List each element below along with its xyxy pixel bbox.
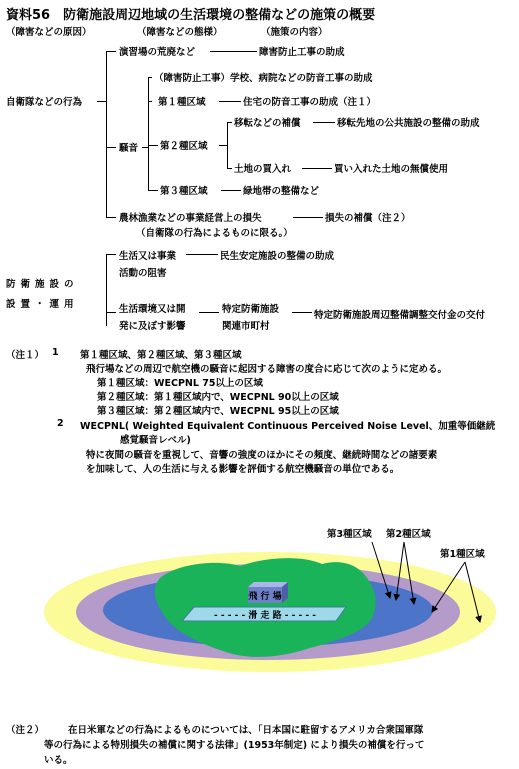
connector bbox=[97, 101, 106, 102]
node-tochi: 土地の買入れ bbox=[234, 164, 292, 175]
node-nourin-measure: 損失の補償（注２） bbox=[325, 213, 411, 224]
node2-tokutei1: 特定防衛施設 bbox=[222, 304, 280, 315]
connector bbox=[227, 122, 228, 168]
connector bbox=[148, 77, 149, 190]
airfield-label: 飛 行 場 bbox=[248, 592, 282, 602]
node2-root-line1: 防衛施設の bbox=[6, 279, 79, 290]
node-zone1-measure: 住宅の防音工事の助成（注１） bbox=[243, 97, 377, 108]
connector bbox=[199, 312, 219, 313]
note2-head2: 感覚騒音レベル) bbox=[120, 435, 191, 446]
note2-head: WECPNL( Weighted Equivalent Continuous Perceived Noise Level、加重等価継続 bbox=[80, 421, 496, 432]
note2-body1: 特に夜間の騒音を重視して、音響の強度のほかにその頻度、継続時間などの諸要素 bbox=[86, 450, 438, 461]
node-enshujo: 演習場の荒廃など bbox=[119, 47, 196, 58]
connector bbox=[148, 190, 158, 191]
note1-zone3: 第３種区域：第２種区域内で、WECPNL 95以上の区域 bbox=[97, 406, 339, 417]
connector bbox=[106, 312, 116, 313]
header-content: （施策の内容） bbox=[261, 27, 328, 38]
runway-label: - - - - - 滑 走 路 - - - - - bbox=[214, 611, 316, 621]
page-title: 資料56 防衛施設周辺地域の生活環境の整備などの施策の概要 bbox=[6, 8, 376, 23]
note1-num: 1 bbox=[52, 347, 59, 358]
footer-line1: 在日米軍などの行為によるものについては、「日本国に駐留するアメリカ合衆国軍隊 bbox=[68, 725, 424, 736]
node-nourin: 農林漁業などの事業経営上の損失 bbox=[119, 213, 262, 224]
node2-tokutei2: 関連市町村 bbox=[222, 321, 270, 332]
connector bbox=[227, 122, 232, 123]
node-zone2: 第２種区域 bbox=[160, 141, 208, 152]
node2-kankyo2: 発に及ぼす影響 bbox=[119, 321, 186, 332]
header-cause: （障害などの原因） bbox=[6, 27, 92, 38]
note1-zone2: 第２種区域：第１種区域内で、WECPNL 90以上の区域 bbox=[97, 392, 339, 403]
header-form: （障害などの態様） bbox=[137, 27, 223, 38]
zone3-label: 第3種区域 bbox=[327, 529, 372, 540]
connector bbox=[219, 101, 241, 102]
footer-label: （注２） bbox=[6, 725, 45, 736]
node-root: 自衛隊などの行為 bbox=[6, 97, 83, 108]
note1-body: 飛行場などの周辺で航空機の騒音に起因する障害の度合に応じて次のように定める。 bbox=[86, 364, 448, 375]
connector bbox=[219, 145, 227, 146]
node-soon: 騒音 bbox=[119, 143, 139, 154]
note2-body2: を加味して、人の生活に与える影響を評価する航空機騒音の単位である。 bbox=[86, 464, 400, 475]
node-enshujo-measure: 障害防止工事の助成 bbox=[259, 47, 345, 58]
connector bbox=[106, 51, 107, 217]
note1-label: （注１） bbox=[6, 350, 45, 361]
connector bbox=[106, 254, 107, 326]
note2-num: 2 bbox=[57, 418, 64, 429]
connector bbox=[148, 77, 152, 78]
zone2-label: 第2種区域 bbox=[386, 529, 431, 540]
node-iten-measure: 移転先地の公共施設の整備の助成 bbox=[337, 118, 480, 129]
connector bbox=[292, 312, 312, 313]
noise-zone-figure bbox=[0, 520, 519, 700]
zone1-label: 第1種区域 bbox=[440, 549, 485, 560]
connector bbox=[186, 254, 218, 255]
node2-root-line2: 設置・運用 bbox=[6, 299, 79, 310]
node2-seikatsu: 生活又は事業 bbox=[119, 251, 177, 262]
node-tochi-measure: 買い入れた土地の無償使用 bbox=[334, 164, 449, 175]
footer-line2: 等の行為による特別損失の補償に関する法律」(1953年制定) により損失の補償を行って bbox=[44, 740, 425, 751]
node2-kankyo1: 生活環境又は開 bbox=[119, 304, 186, 315]
node-nourin-note: （自衛隊の行為によるものに限る。） bbox=[136, 228, 293, 239]
connector bbox=[210, 51, 257, 52]
node-zone3: 第３種区域 bbox=[160, 186, 208, 197]
node-zone1: 第１種区域 bbox=[158, 97, 206, 108]
footer-line3: いる。 bbox=[44, 755, 73, 766]
node2-kankyo-measure: 特定防衛施設周辺整備調整交付金の交付 bbox=[314, 310, 486, 321]
connector bbox=[148, 101, 152, 102]
connector bbox=[148, 145, 158, 146]
connector bbox=[227, 168, 232, 169]
node2-seikatsu-measure: 民生安定施設の整備の助成 bbox=[220, 251, 335, 262]
connector bbox=[106, 217, 116, 218]
node-iten: 移転などの補償 bbox=[234, 118, 301, 129]
connector bbox=[106, 254, 116, 255]
note1-zone1: 第１種区域：WECPNL 75以上の区域 bbox=[97, 378, 263, 389]
node2-seikatsu2: 活動の阻害 bbox=[119, 268, 167, 279]
connector bbox=[313, 122, 335, 123]
note1-head: 第１種区域、第２種区域、第３種区域 bbox=[80, 350, 242, 361]
node-zone3-measure: 緑地帯の整備など bbox=[243, 186, 320, 197]
connector bbox=[221, 190, 241, 191]
connector bbox=[293, 217, 323, 218]
connector bbox=[106, 147, 116, 148]
node-soon-prevent: （障害防止工事）学校、病院などの防音工事の助成 bbox=[154, 73, 373, 84]
connector bbox=[302, 168, 332, 169]
connector bbox=[106, 51, 116, 52]
